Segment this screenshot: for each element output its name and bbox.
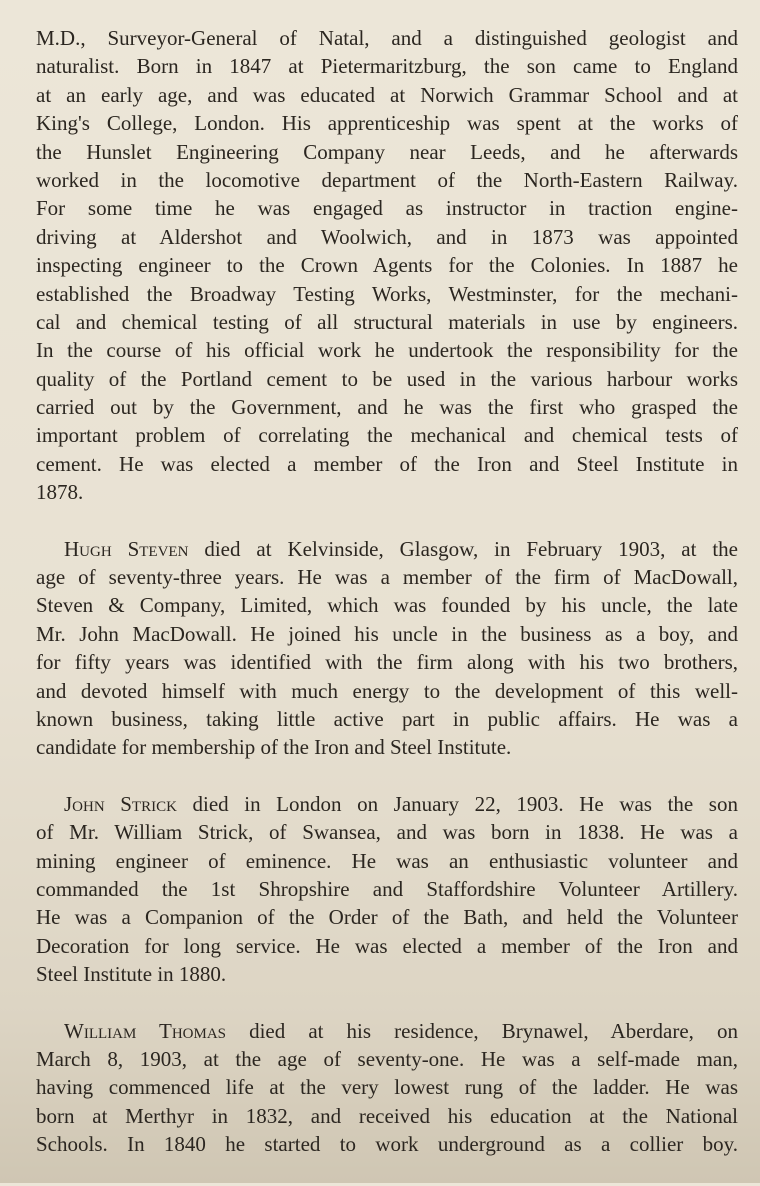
text-line [36, 903, 738, 931]
text-line [36, 960, 738, 988]
line-text: candidate for membership of the Iron and Steel Institute. [36, 735, 512, 760]
text-line [36, 336, 738, 364]
line-text: commanded the 1st Shropshire and Staffordshire Volunteer Artillery. [36, 876, 738, 901]
text-line [36, 421, 738, 449]
line-text: For some time he was engaged as instructor in traction engine- [36, 196, 738, 221]
text-line [36, 1017, 738, 1045]
line-text: of Mr. William Strick, of Swansea, and was born in 1838. He was a [36, 820, 738, 845]
line-text: Schools. In 1840 he started to work underground as a collier boy. [36, 1132, 738, 1157]
text-line [36, 790, 738, 818]
text-line [36, 280, 738, 308]
text-line [36, 223, 738, 251]
person-name: William Thomas [64, 1018, 227, 1043]
line-text: established the Broadway Testing Works, Westminster, for the mechani- [36, 281, 738, 306]
text-line [36, 1073, 738, 1101]
line-text: and devoted himself with much energy to the development of this well- [36, 678, 738, 703]
text-line [36, 81, 738, 109]
line-text: 1878. [36, 480, 84, 505]
line-text: King's College, London. His apprenticeship was spent at the works of [36, 111, 738, 136]
line-text: born at Merthyr in 1832, and received his education at the National [36, 1103, 738, 1128]
line-text: age of seventy-three years. He was a member of the firm of MacDowall, [36, 565, 738, 590]
text-line [36, 677, 738, 705]
line-text: inspecting engineer to the Crown Agents for the Colonies. In 1887 he [36, 253, 738, 278]
line-text: at an early age, and was educated at Norwich Grammar School and at [36, 82, 738, 107]
text-line [36, 535, 738, 563]
document-page [36, 24, 738, 1186]
line-text: Steel Institute in 1880. [36, 962, 227, 987]
line-text: Mr. John MacDowall. He joined his uncle in the business as a boy, and [36, 621, 738, 646]
text-line [36, 52, 738, 80]
text-line [36, 648, 738, 676]
text-line [36, 705, 738, 733]
text-line [36, 450, 738, 478]
person-name: John Strick [64, 791, 177, 816]
text-line [36, 875, 738, 903]
line-text: important problem of correlating the mechanical and chemical tests of [36, 423, 738, 448]
text-line [36, 733, 738, 761]
line-text: cement. He was elected a member of the Iron and Steel Institute in [36, 451, 738, 476]
text-line [36, 109, 738, 137]
line-text: died at Kelvinside, Glasgow, in February 1903, at the [188, 536, 738, 561]
text-line [36, 365, 738, 393]
line-text: for fifty years was identified with the firm along with his two brothers, [36, 650, 738, 675]
text-line [36, 563, 738, 591]
obituary-paragraph [36, 1017, 738, 1159]
line-text: died in London on January 22, 1903. He was the son [176, 791, 738, 816]
line-text: Steven & Company, Limited, which was founded by his uncle, the late [36, 593, 738, 618]
text-line [36, 591, 738, 619]
text-line [36, 620, 738, 648]
text-line [36, 166, 738, 194]
text-line [36, 24, 738, 52]
text-line [36, 1102, 738, 1130]
line-text: having commenced life at the very lowest rung of the ladder. He was [36, 1075, 738, 1100]
line-text: M.D., Surveyor-General of Natal, and a distinguished geologist and [36, 26, 738, 50]
text-line [36, 847, 738, 875]
line-text: He was a Companion of the Order of the Bath, and held the Volunteer [36, 905, 738, 930]
line-text: mining engineer of eminence. He was an enthusiastic volunteer and [36, 848, 738, 873]
line-text: March 8, 1903, at the age of seventy-one. He was a self-made man, [36, 1046, 738, 1071]
line-text: naturalist. Born in 1847 at Pietermaritzburg, the son came to England [36, 54, 738, 79]
line-text: In the course of his official work he undertook the responsibility for the [36, 338, 738, 363]
line-text: the Hunslet Engineering Company near Leeds, and he afterwards [36, 139, 738, 164]
text-line [36, 194, 738, 222]
line-text: quality of the Portland cement to be used in the various harbour works [36, 366, 738, 391]
text-line [36, 1045, 738, 1073]
text-line [36, 1130, 738, 1158]
obituary-paragraph [36, 790, 738, 989]
text-line [36, 251, 738, 279]
line-text: driving at Aldershot and Woolwich, and in 1873 was appointed [36, 224, 738, 249]
text-line [36, 308, 738, 336]
line-text: cal and chemical testing of all structural materials in use by engineers. [36, 309, 738, 334]
obituary-paragraph [36, 24, 738, 507]
text-line [36, 932, 738, 960]
line-text: Decoration for long service. He was elected a member of the Iron and [36, 933, 738, 958]
text-line [36, 478, 738, 506]
text-line [36, 393, 738, 421]
line-text: carried out by the Government, and he was the first who grasped the [36, 395, 738, 420]
line-text: known business, taking little active part in public affairs. He was a [36, 706, 738, 731]
text-line [36, 818, 738, 846]
line-text: died at his residence, Brynawel, Aberdare, on [226, 1018, 738, 1043]
person-name: Hugh Steven [64, 536, 189, 561]
obituary-paragraph [36, 535, 738, 762]
text-line [36, 138, 738, 166]
line-text: worked in the locomotive department of the North-Eastern Railway. [36, 167, 738, 192]
